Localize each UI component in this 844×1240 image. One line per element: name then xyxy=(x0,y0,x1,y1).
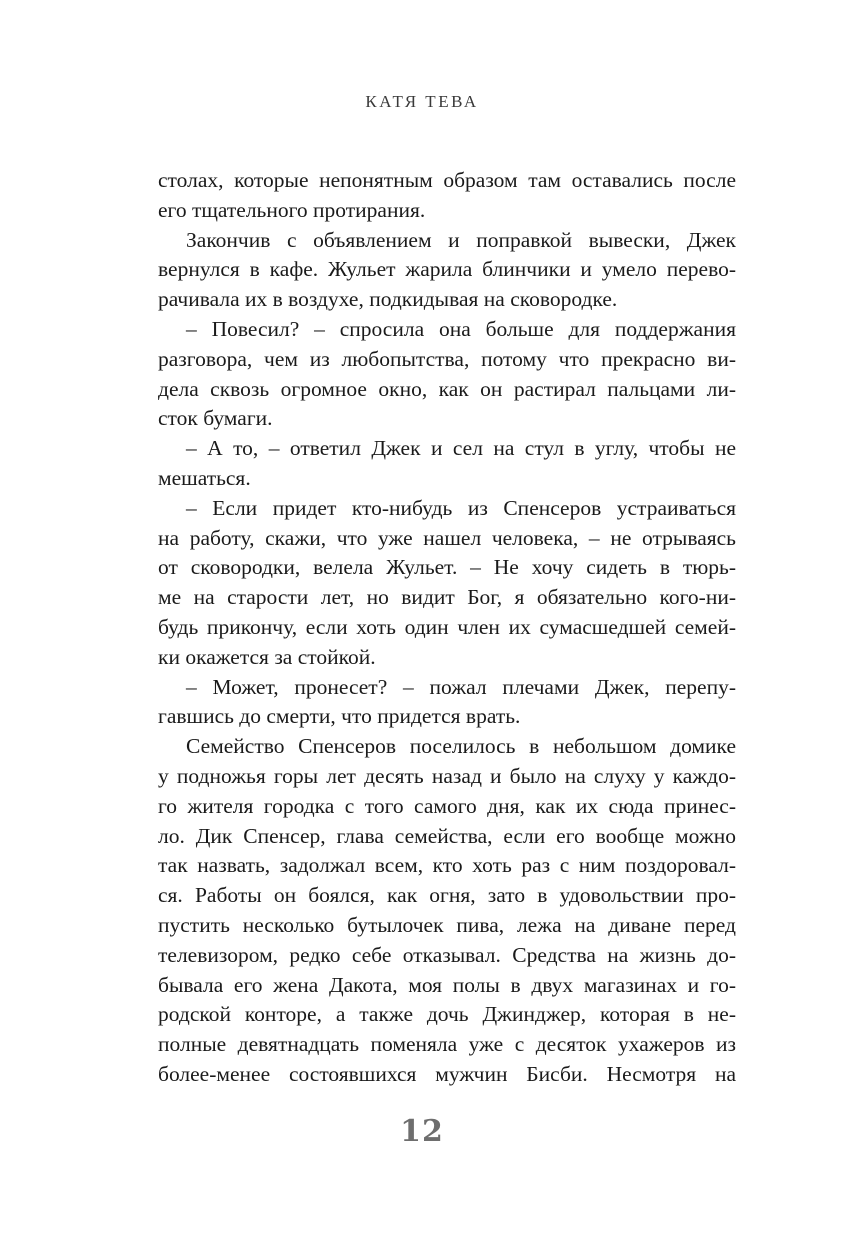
text-line: сток бумаги. xyxy=(158,406,273,431)
text-line: на работу, скажи, что уже нашел человека, – не отрываясь xyxy=(158,525,736,550)
text-line: разговора, чем из любопытства, потому что прекрасно ви- xyxy=(158,346,736,371)
text-line: столах, которые непонятным образом там оставались после xyxy=(158,168,736,192)
text-line: дела сквозь огромное окно, как он растирал пальцами ли- xyxy=(158,376,736,401)
text-line: рачивала их в воздухе, подкидывая на сковородке. xyxy=(158,287,618,312)
text-line: от сковородки, велела Жульет. – Не хочу сидеть в тюрь- xyxy=(158,555,736,580)
body-text xyxy=(158,166,736,1090)
text-line: вернулся в кафе. Жульет жарила блинчики и умело перево- xyxy=(158,257,736,282)
text-line: ло. Дик Спенсер, глава семейства, если его вообще можно xyxy=(158,823,736,848)
text-line: телевизором, редко себе отказывал. Средства на жизнь до- xyxy=(158,942,736,967)
text-line: так назвать, задолжал всем, кто хоть раз с ним поздоровал- xyxy=(158,853,736,878)
text-line: ки окажется за стойкой. xyxy=(158,644,376,669)
text-line: – Может, пронесет? – пожал плечами Джек, перепу- xyxy=(186,674,736,699)
text-line: – Повесил? – спросила она больше для поддержания xyxy=(186,316,736,341)
text-line: – Если придет кто-нибудь из Спенсеров устраиваться xyxy=(186,495,736,520)
text-line: ме на старости лет, но видит Бог, я обязательно кого-ни- xyxy=(158,585,736,610)
text-line: – А то, – ответил Джек и сел на стул в углу, чтобы не xyxy=(186,436,736,461)
text-line: более-менее состоявшихся мужчин Бисби. Несмотря на xyxy=(158,1061,736,1086)
text-line: бывала его жена Дакота, моя полы в двух магазинах и го- xyxy=(158,972,736,997)
text-line: пустить несколько бутылочек пива, лежа на диване перед xyxy=(158,912,736,937)
text-line: родской конторе, а также дочь Джинджер, которая в не- xyxy=(158,1002,736,1027)
text-line: полные девятнадцать поменяла уже с десяток ухажеров из xyxy=(158,1032,736,1057)
text-line: Закончив с объявлением и поправкой вывески, Джек xyxy=(186,227,736,252)
text-line: го жителя городка с того самого дня, как их сюда принес- xyxy=(158,793,736,818)
running-header: КАТЯ ТЕВА xyxy=(365,92,479,111)
text-line: его тщательного протирания. xyxy=(158,197,426,222)
text-line: гавшись до смерти, что придется врать. xyxy=(158,704,521,729)
text-line: мешаться. xyxy=(158,465,251,490)
text-line: Семейство Спенсеров поселилось в небольшом домике xyxy=(186,734,736,759)
text-line: ся. Работы он боялся, как огня, зато в удовольствии про- xyxy=(158,883,736,908)
text-line: у подножья горы лет десять назад и было на слуху у каждо- xyxy=(158,763,736,788)
text-line: будь прикончу, если хоть один член их сумасшедшей семей- xyxy=(158,614,736,639)
page-number: 12 xyxy=(400,1114,444,1149)
